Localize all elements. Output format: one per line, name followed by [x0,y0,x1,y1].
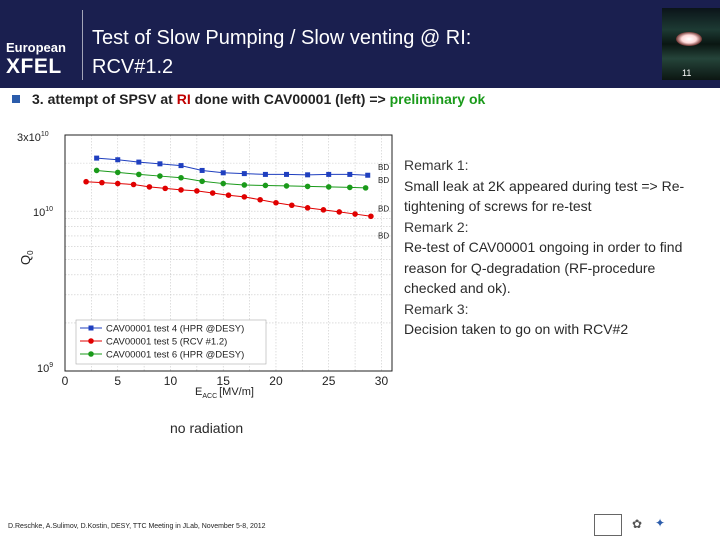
data-point [347,185,353,191]
legend-marker [88,351,94,357]
data-point [220,181,226,187]
bd-labels [378,163,389,240]
logo-text-european: European [6,40,66,55]
remark-3-text: Decision taken to go on with RCV#2 [404,321,629,337]
partner-logo-1 [594,514,622,536]
legend-marker [89,326,94,331]
q0-vs-eacc-chart [0,120,400,420]
data-point [305,184,311,190]
series-group [83,156,373,219]
bd-label: BD [378,204,390,214]
bd-label: BD [378,175,390,185]
bd-label: BD [378,163,390,173]
partner-logo-3 [655,514,715,534]
data-point [352,211,358,217]
subtitle [32,91,485,107]
remark-2-text: Re-test of CAV00001 ongoing in order to find reason for Q-degradation (RF-procedure checked and ok). [404,239,683,296]
data-point [221,170,226,175]
data-point [94,156,99,161]
ytick-bottom: $10^9$ [37,362,54,375]
page-number: 11 [682,68,692,78]
data-point [347,172,352,177]
header-photo-glow [676,32,702,46]
data-point [115,157,120,162]
ytick-mid: $10^{10}$ [33,206,54,219]
data-point [199,178,205,184]
data-point [178,175,184,181]
xtick-label: 20 [269,374,283,388]
y-axis-label: $Q_0$ [18,250,35,265]
data-point [210,190,216,196]
data-point [179,163,184,168]
data-point [257,197,263,203]
data-point [94,168,100,174]
data-point [242,171,247,176]
no-radiation-note: no radiation [170,420,244,436]
bd-label: BD [378,231,390,241]
data-point [162,186,168,192]
slide-title [92,24,471,82]
data-point [147,184,153,190]
legend-entry: CAV00001 test 6 (HPR @DESY) [106,349,245,361]
remarks-block [404,155,704,340]
legend-marker [88,338,94,344]
data-point [273,200,279,206]
data-point [200,168,205,173]
logo-divider [82,10,83,80]
data-point [242,194,248,200]
data-point [178,187,184,193]
subtitle-ri: RI [176,91,191,107]
data-point [226,192,232,198]
helmholtz-mark-icon: ✦ [655,516,666,530]
data-point [131,182,137,188]
xtick-label: 25 [322,374,336,388]
title-line-2: RCV#1.2 [92,56,174,78]
data-point [305,205,311,211]
legend-entry: CAV00001 test 4 (HPR @DESY) [106,323,245,335]
remark-1-label: Remark 1: [404,157,469,173]
data-point [83,179,89,185]
subtitle-status: preliminary ok [389,91,486,107]
subtitle-prefix: 3. attempt of SPSV at [32,91,177,107]
data-point [368,213,374,219]
remark-3-label: Remark 3: [404,300,469,317]
footer-citation: D.Reschke, A.Sulimov, D.Kostin, DESY, TTC Meeting in JLab, November 5-8, 2012 [8,523,266,530]
data-point [363,185,369,191]
data-point [326,184,332,190]
bullet-icon [12,95,20,103]
title-line-1: Test of Slow Pumping / Slow venting @ RI: [92,27,472,49]
chart-legend [76,320,266,364]
data-point [365,173,370,178]
data-point [263,183,269,189]
y-tick-labels [17,131,53,375]
subtitle-mid: done with CAV00001 (left) => [190,91,390,107]
data-point [115,181,121,187]
data-point [242,182,248,188]
data-point [321,207,327,213]
remark-2-label: Remark 2: [404,218,469,235]
data-point [289,202,295,208]
partner-logo-2: ✿ [631,517,643,531]
data-point [263,172,268,177]
xtick-label: 30 [374,374,389,388]
data-point [157,173,163,179]
ytick-top: $3x10^{10}$ [17,131,49,144]
data-point [284,172,289,177]
data-point [194,188,200,194]
remark-1-text: Small leak at 2K appeared during test => Re-tightening of screws for re-test [404,177,685,214]
data-point [99,180,105,186]
data-point [305,172,310,177]
xtick-label: 0 [61,374,69,388]
data-point [336,209,342,215]
xtick-label: 10 [163,374,178,388]
legend-entry: CAV00001 test 5 (RCV #1.2) [106,336,228,348]
xtick-label: 15 [216,374,230,388]
data-point [284,183,290,189]
logo-text-xfel: XFEL [6,55,62,78]
x-axis-label: $E_{ACC}$ [MV/m] [195,386,254,400]
data-point [326,172,331,177]
data-point [157,161,162,166]
data-point [136,160,141,165]
xtick-label: 5 [114,374,122,388]
data-point [136,172,142,178]
data-point [115,170,121,176]
